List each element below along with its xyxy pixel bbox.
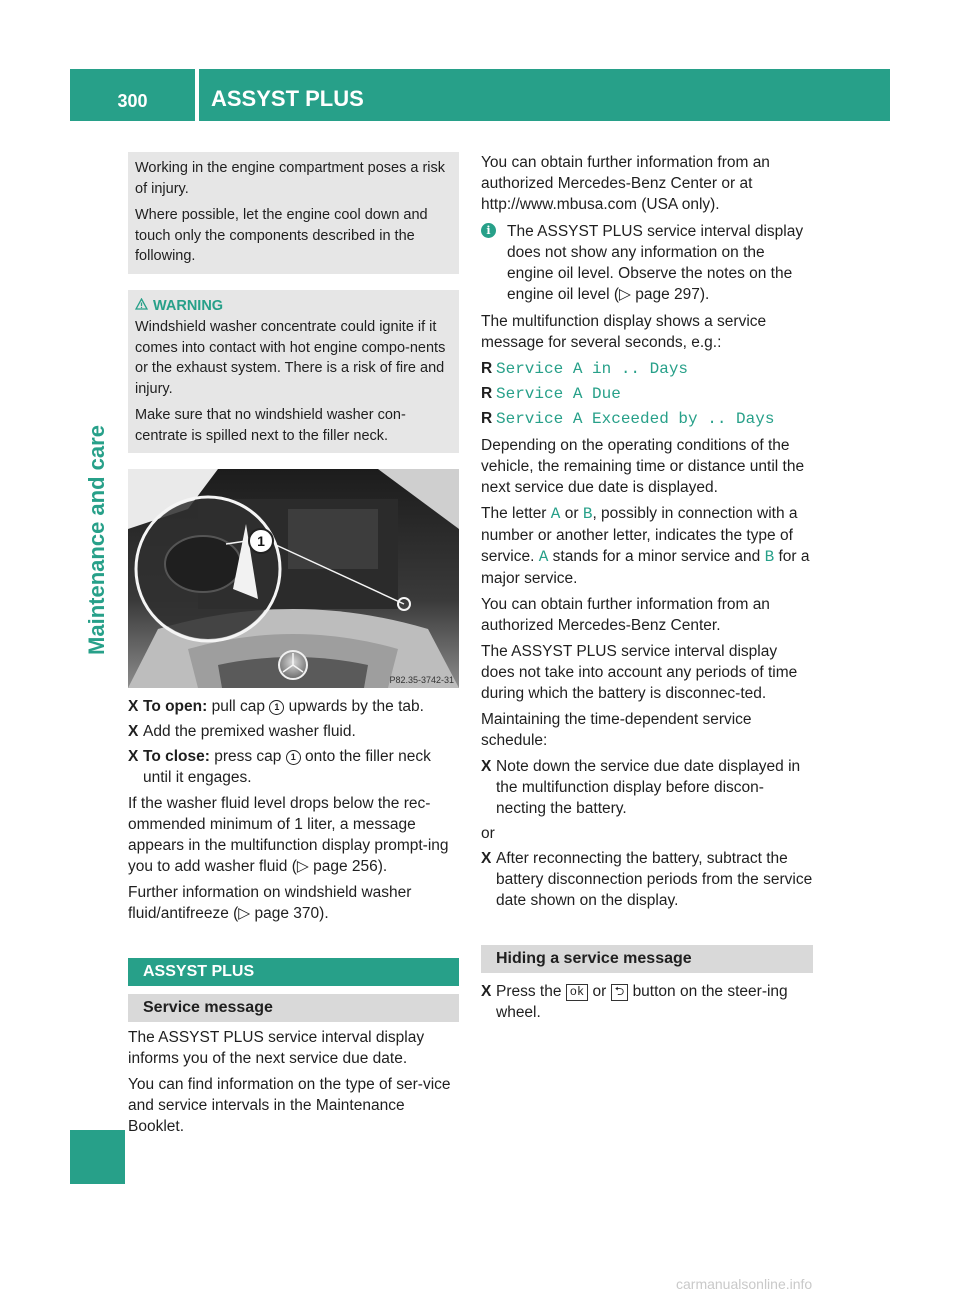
text-fragment: for a major service. — [481, 548, 810, 587]
warning-triangle-icon — [135, 296, 153, 317]
left-column — [128, 152, 459, 1142]
step-arrow-icon: X — [128, 748, 139, 765]
text-fragment: , possibly in connection with a number or another letter, indicates the type of service. — [481, 505, 798, 565]
text-fragment: or — [564, 505, 579, 522]
paragraph: Maintaining the time-dependent service schedule: — [481, 711, 752, 749]
letter-a: A — [550, 505, 561, 523]
list-item — [481, 358, 813, 380]
bullet-icon: R — [481, 360, 493, 377]
section-heading: ASSYST PLUS — [128, 958, 459, 986]
paragraph-or: or — [481, 825, 495, 842]
warning-title: WARNING — [153, 297, 224, 314]
step-text: After reconnecting the battery, subtract the battery disconnection periods from the service date shown on the display. — [496, 850, 813, 909]
step-text: onto the filler neck until it engages. — [143, 748, 431, 786]
step-text: or — [592, 983, 607, 1000]
display-message: Service A in .. Days — [496, 360, 689, 378]
step-arrow-icon: X — [128, 723, 139, 740]
callout-1-icon: 1 — [269, 700, 284, 715]
info-note — [481, 221, 813, 305]
step-arrow-icon: X — [481, 850, 492, 867]
letter-a: A — [538, 548, 549, 566]
side-tab-marker — [70, 1130, 125, 1184]
step-label: To open: — [143, 698, 208, 715]
info-icon: i — [481, 223, 496, 238]
back-key-icon: ⮌ — [611, 984, 629, 1001]
letter-b: B — [582, 505, 593, 523]
warning-text: Windshield washer concentrate could ignite if it comes into contact with hot engine compo-nents or the exhaust system. There is a risk of fire and injury. — [135, 319, 446, 397]
paragraph: Further information on windshield washer fluid/antifreeze (▷ page 370). — [128, 884, 412, 922]
bullet-icon: R — [481, 410, 493, 427]
warning-heading — [135, 296, 452, 317]
paragraph: The multifunction display shows a service message for several seconds, e.g.: — [481, 313, 767, 351]
subsection-heading: Service message — [128, 994, 459, 1022]
step-text: press cap — [214, 748, 282, 765]
text-fragment: The letter — [481, 505, 547, 522]
subsection-heading: Hiding a service message — [481, 945, 813, 973]
step-text: button on the steer-ing wheel. — [496, 983, 788, 1021]
list-item — [481, 408, 813, 430]
step-close — [128, 746, 459, 788]
step-text: pull cap — [211, 698, 266, 715]
step-text: Press the — [496, 983, 562, 1000]
page-header-title: ASSYST PLUS — [211, 86, 364, 111]
paragraph: You can obtain further information from an authorized Mercedes-Benz Center or at http://www.mbusa.com (USA only). — [481, 154, 770, 213]
step-text: Note down the service due date displayed in the multifunction display before discon-necting the battery. — [496, 758, 801, 817]
paragraph-service-letters — [481, 503, 813, 589]
footer-watermark: carmanualsonline.info — [676, 1276, 813, 1292]
paragraph: You can find information on the type of ser-vice and service intervals in the Maintenance Booklet. — [128, 1076, 451, 1135]
list-item — [481, 383, 813, 405]
warning-text: Make sure that no windshield washer con-centrate is spilled next to the filler neck. — [135, 407, 406, 444]
photo-code: P82.35-3742-31 — [389, 675, 454, 685]
display-message: Service A Due — [496, 385, 621, 403]
page-header — [70, 69, 890, 121]
bullet-icon: R — [481, 385, 493, 402]
header-divider — [195, 69, 199, 121]
text-fragment: stands for a minor service and — [552, 548, 761, 565]
paragraph: The ASSYST PLUS service interval display informs you of the next service due date. — [128, 1029, 425, 1067]
note-box — [128, 152, 459, 274]
warning-box — [128, 290, 459, 454]
step-subtract — [481, 848, 813, 911]
paragraph: The ASSYST PLUS service interval display does not take into account any periods of time during which the battery is disconnec-ted. — [481, 643, 798, 702]
note-text: Working in the engine compartment poses a risk of injury. — [135, 160, 446, 197]
step-text: Add the premixed washer fluid. — [143, 723, 356, 740]
paragraph: You can obtain further information from an authorized Mercedes-Benz Center. — [481, 596, 770, 634]
ok-key-icon: ok — [566, 984, 588, 1001]
display-message: Service A Exceeded by .. Days — [496, 410, 775, 428]
right-column — [481, 152, 813, 1027]
step-arrow-icon: X — [481, 758, 492, 775]
step-text: upwards by the tab. — [288, 698, 424, 715]
side-tab-label: Maintenance and care — [84, 425, 109, 655]
photo-callout-1: 1 — [257, 533, 265, 549]
paragraph: If the washer fluid level drops below the rec-ommended minimum of 1 liter, a message appears in the multifunction display prompt-ing you to add washer fluid (▷ page 256). — [128, 795, 449, 875]
paragraph: Depending on the operating conditions of the vehicle, the remaining time or distance until the next service due date is displayed. — [481, 437, 805, 496]
step-open — [128, 696, 459, 717]
engine-compartment-photo — [128, 469, 459, 688]
step-add — [128, 721, 459, 742]
page-number: 300 — [117, 91, 148, 111]
callout-1-icon: 1 — [286, 750, 301, 765]
note-text: Where possible, let the engine cool down and touch only the components described in the following. — [135, 207, 428, 264]
step-note-date — [481, 756, 813, 819]
step-label: To close: — [143, 748, 210, 765]
step-arrow-icon: X — [481, 983, 492, 1000]
step-press-button — [481, 981, 813, 1023]
step-arrow-icon: X — [128, 698, 139, 715]
letter-b: B — [764, 548, 775, 566]
info-text: The ASSYST PLUS service interval display does not show any information on the engine oil level. Observe the notes on the engine oil level (▷ page 297). — [507, 223, 804, 303]
